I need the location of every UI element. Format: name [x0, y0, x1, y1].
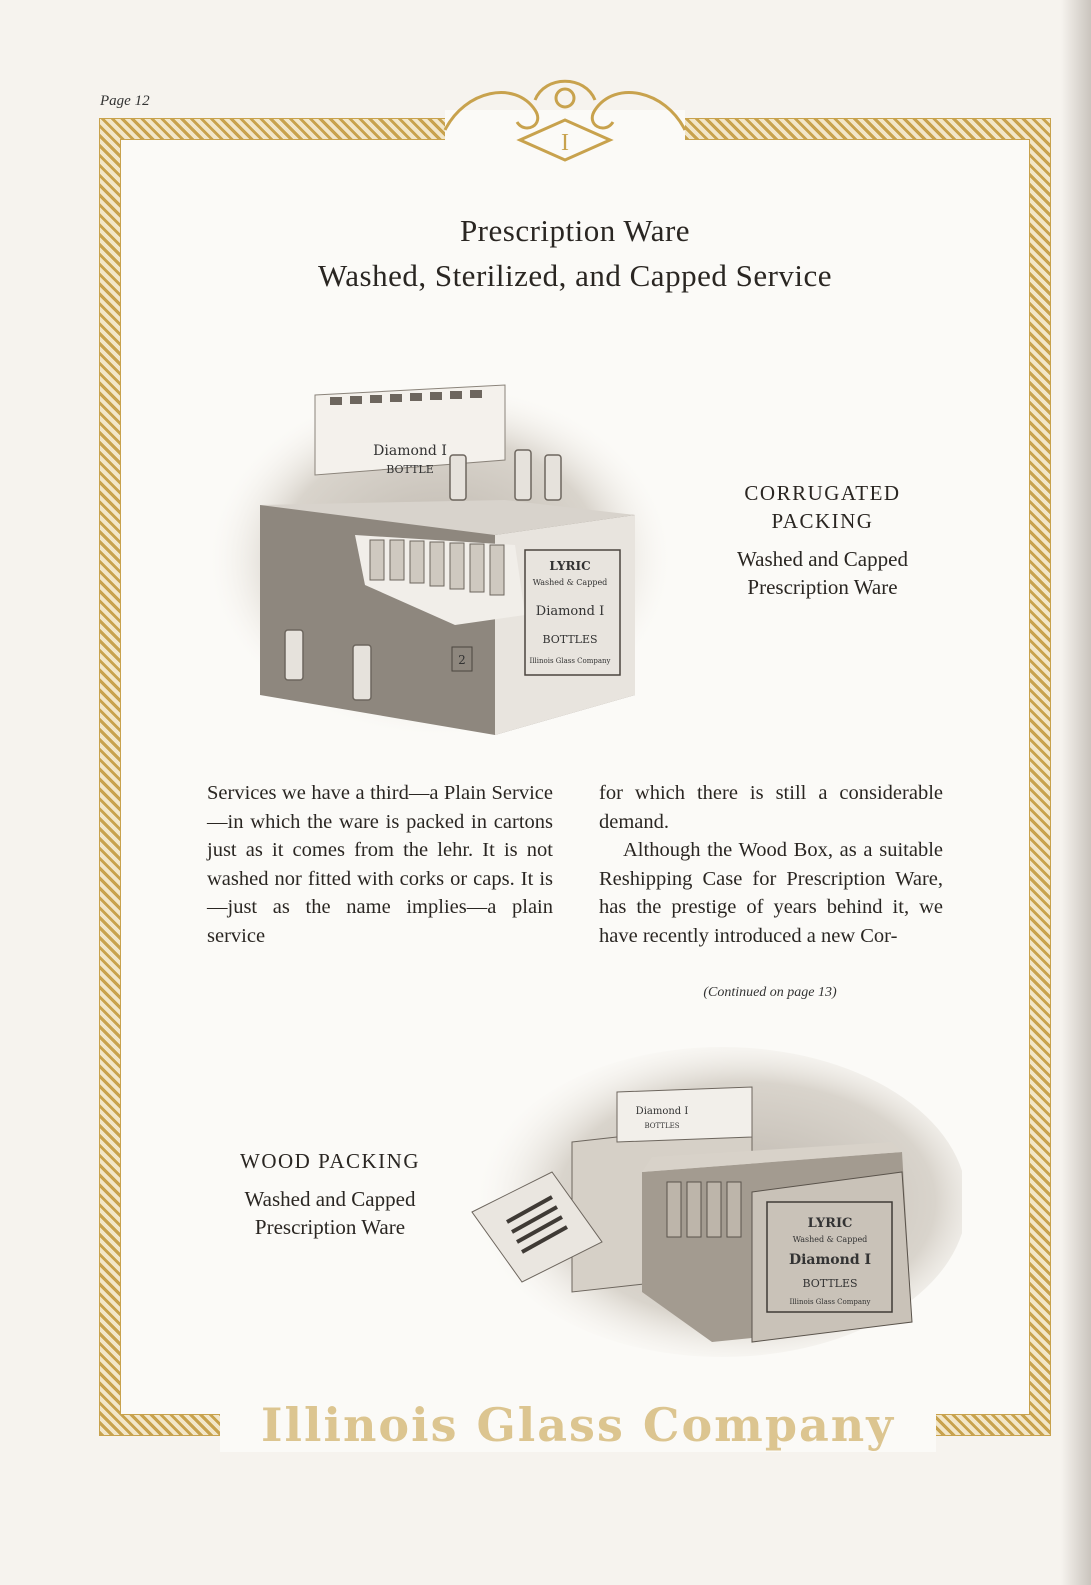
wood-heading: WOOD PACKING: [240, 1149, 420, 1173]
wood-sub-line1: Washed and Capped: [244, 1187, 416, 1211]
box-label-brand: Diamond I: [535, 604, 605, 619]
corrugated-heading-line2: PACKING: [771, 509, 874, 533]
wood-box-label-washed: Washed & Capped: [792, 1235, 868, 1244]
page-title-line1: Prescription Ware: [459, 213, 691, 248]
corrugated-packing-illustration: [205, 375, 675, 745]
corrugated-subcaption: [700, 545, 945, 601]
wood-carton-brand: Diamond I: [635, 1106, 689, 1117]
carton-brand: Diamond I: [373, 443, 447, 459]
body-column-1-text: Services we have a third—a Plain Service—in which the ware is packed in cartons just as it comes from the lehr. It is not washed nor fitted with corks or caps. It is—just as the name implies—a plain service: [207, 782, 553, 947]
wood-caption: [205, 1147, 455, 1241]
crest-letter: I: [561, 130, 569, 156]
continued-note: (Continued on page 13): [703, 985, 837, 1000]
corrugated-caption: [700, 479, 945, 601]
body-column-2: [599, 779, 943, 950]
wood-box-label-bottles: BOTTLES: [802, 1277, 858, 1290]
footer-brand: Illinois Glass Company: [220, 1398, 936, 1452]
crest-ornament: [425, 70, 705, 165]
body-column-1: [207, 779, 553, 950]
wood-box-label-brand: Diamond I: [788, 1252, 872, 1268]
wood-sub-line2: Prescription Ware: [254, 1215, 406, 1239]
corrugated-sub-line2: Prescription Ware: [747, 575, 898, 599]
box-label-washed: Washed & Capped: [532, 578, 608, 587]
wood-packing-illustration: [452, 1042, 962, 1362]
body-column-2-paragraph-1: for which there is still a considerable demand.: [599, 782, 943, 833]
box-label-lyric: LYRIC: [549, 559, 591, 573]
corrugated-heading-line1: CORRUGATED: [744, 481, 901, 505]
carton-sub: BOTTLE: [386, 463, 434, 476]
wood-box-label-company: Illinois Glass Company: [789, 1298, 871, 1306]
wood-box-label-lyric: LYRIC: [807, 1216, 853, 1231]
box-number: 2: [458, 653, 466, 667]
body-column-2-paragraph-2: Although the Wood Box, as a suitable Reshipping Case for Prescription Ware, has the prestige of years behind it, we have recently introduced a new Cor-: [599, 839, 943, 947]
box-label-company: Illinois Glass Company: [529, 657, 611, 665]
wood-subcaption: [205, 1185, 455, 1241]
page-number: Page 12: [100, 93, 150, 109]
wood-carton-sub: BOTTLES: [644, 1122, 680, 1130]
box-label-bottles: BOTTLES: [542, 633, 598, 646]
page-title-line2: Washed, Sterilized, and Capped Service: [317, 258, 833, 293]
corrugated-sub-line1: Washed and Capped: [737, 547, 908, 571]
